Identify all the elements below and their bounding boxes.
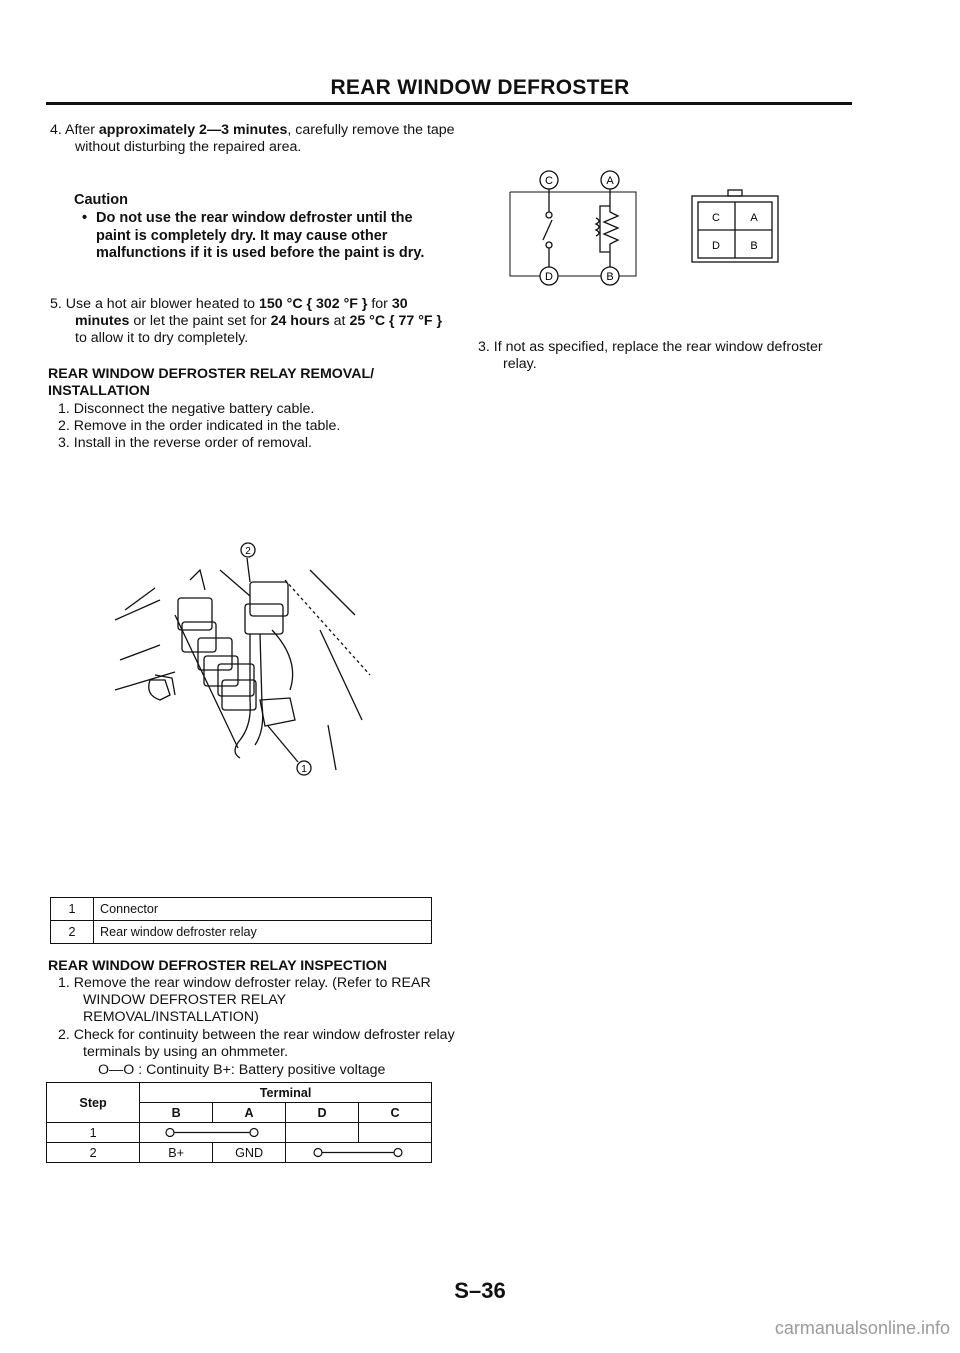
- schematic-label-c: C: [545, 175, 553, 187]
- step-5-text: at: [329, 313, 350, 329]
- step-4-bold: approximately 2—3 minutes: [98, 122, 288, 138]
- step-header: Step: [47, 1083, 140, 1123]
- relay-location-figure: [100, 530, 420, 800]
- step-5-num: 5.: [50, 296, 62, 312]
- step-4-post: , carefully remove the tape without disturbing the repaired area.: [75, 122, 455, 155]
- removal-step: 1. Disconnect the negative battery cable.: [58, 401, 315, 417]
- caution-heading: Caution: [74, 192, 128, 208]
- header-rule: [46, 102, 852, 105]
- continuity-d-c: [286, 1143, 432, 1163]
- cell-d: [286, 1123, 359, 1143]
- removal-step: 3. Install in the reverse order of removal.: [58, 435, 312, 451]
- page-title: REAR WINDOW DEFROSTER: [330, 76, 630, 99]
- step-4-pre: After: [65, 122, 99, 138]
- inspection-heading: REAR WINDOW DEFROSTER RELAY INSPECTION: [48, 958, 387, 974]
- right-step-3: 3. If not as specified, replace the rear window defroster relay.: [478, 339, 823, 372]
- schematic-label-d: D: [545, 271, 553, 283]
- continuity-legend: O—O : Continuity B+: Battery positive voltage: [98, 1062, 386, 1078]
- row-step: 1: [47, 1123, 140, 1143]
- col-c: C: [359, 1103, 432, 1123]
- step-5-text: for: [367, 296, 392, 312]
- part-num: 1: [51, 898, 94, 921]
- connector-label-a: A: [750, 212, 758, 224]
- step-5-temp2: 25 °C { 77 °F }: [349, 313, 443, 329]
- removal-steps: [58, 401, 438, 452]
- step-5: [50, 296, 455, 347]
- part-name: Connector: [94, 898, 432, 921]
- watermark: carmanualsonline.info: [774, 1318, 950, 1338]
- terminal-header: Terminal: [140, 1083, 432, 1103]
- table-row: [51, 898, 432, 921]
- table-row: [51, 921, 432, 944]
- table-row: [47, 1143, 432, 1163]
- caution-text: Do not use the rear window defroster until the paint is completely dry. It may cause other malfunctions if it is used before the paint is dry.: [96, 210, 425, 261]
- callout-1-leader: [268, 726, 298, 762]
- step-5-text: or let the paint set for: [129, 313, 271, 329]
- col-b: B: [140, 1103, 213, 1123]
- connector-label-c: C: [712, 212, 720, 224]
- col-d: D: [286, 1103, 359, 1123]
- step-5-hours: 24 hours: [270, 313, 330, 329]
- schematic-label-a: A: [606, 175, 614, 187]
- terminal-table: [46, 1082, 432, 1163]
- step-5-temp: 150 °C { 302 °F }: [259, 296, 368, 312]
- table-row: [47, 1123, 432, 1143]
- inspection-step-1: 1. Remove the rear window defroster relay. (Refer to REAR WINDOW DEFROSTER RELAY REMOVAL/INSTALLATION): [58, 975, 431, 1025]
- step-5-text: to allow it to dry completely.: [75, 330, 249, 346]
- callout-2-leader: [247, 558, 250, 582]
- step-5-text: Use a hot air blower heated to: [65, 296, 260, 312]
- relay-schematic: [500, 168, 650, 292]
- caution-block: [82, 210, 448, 263]
- parts-table: [50, 897, 432, 944]
- cell-a: GND: [213, 1143, 286, 1163]
- callout-1-label: 1: [301, 764, 307, 775]
- removal-heading: REAR WINDOW DEFROSTER RELAY REMOVAL/ INSTALLATION: [48, 366, 375, 399]
- step-4-num: 4.: [50, 122, 62, 138]
- step-5-time: 30 minutes: [75, 296, 408, 329]
- continuity-b-a: [140, 1123, 286, 1143]
- connector-face: [690, 186, 782, 266]
- callout-2-label: 2: [245, 546, 251, 557]
- caution-bullet: •: [82, 210, 88, 226]
- inspection-step-2: 2. Check for continuity between the rear window defroster relay terminals by using an ohmmeter.: [58, 1027, 455, 1060]
- continuity-symbol: [286, 1143, 430, 1162]
- part-name: Rear window defroster relay: [94, 921, 432, 944]
- cell-c: [359, 1123, 432, 1143]
- step-4: [50, 122, 455, 156]
- connector-label-d: D: [712, 240, 720, 252]
- continuity-symbol: [140, 1123, 284, 1142]
- col-a: A: [213, 1103, 286, 1123]
- schematic-label-b: B: [606, 271, 614, 283]
- part-num: 2: [51, 921, 94, 944]
- connector-label-b: B: [750, 240, 758, 252]
- row-step: 2: [47, 1143, 140, 1163]
- removal-step: 2. Remove in the order indicated in the table.: [58, 418, 341, 434]
- cell-b: B+: [140, 1143, 213, 1163]
- page-number: S–36: [454, 1278, 506, 1303]
